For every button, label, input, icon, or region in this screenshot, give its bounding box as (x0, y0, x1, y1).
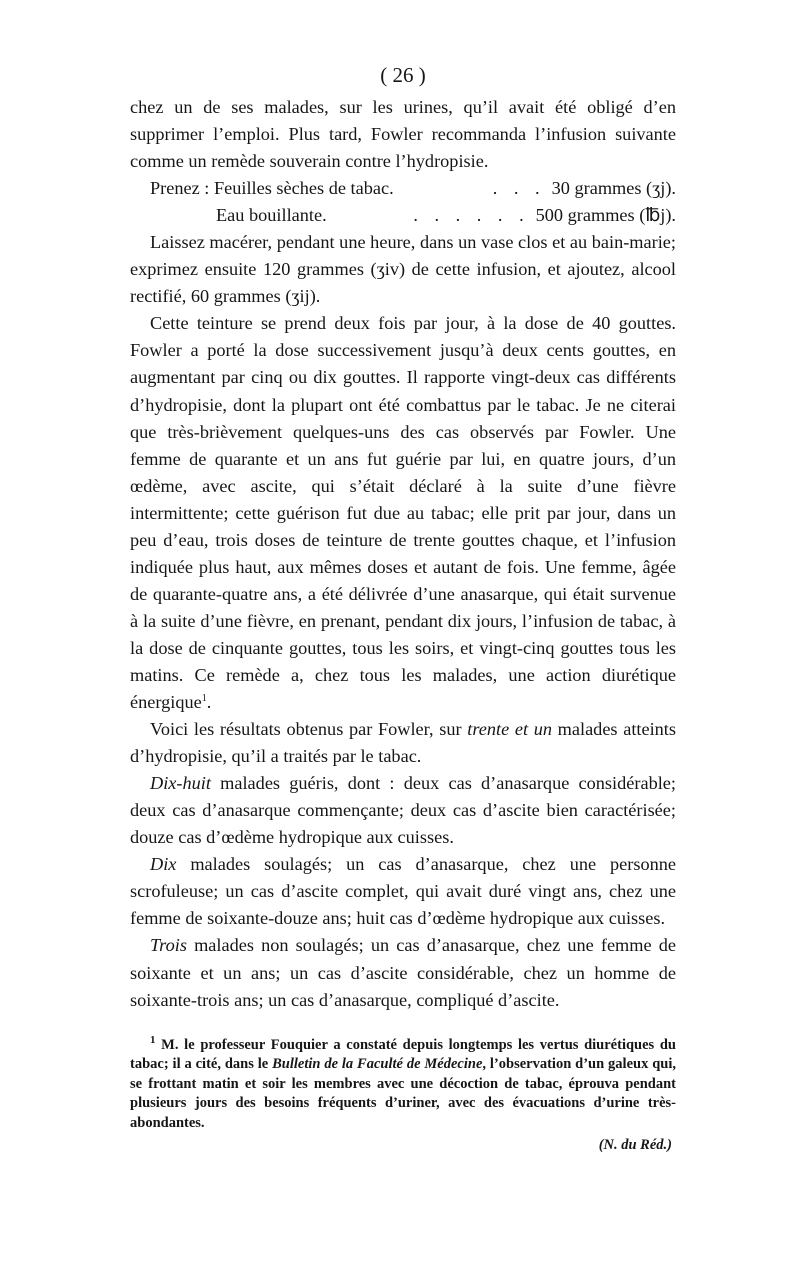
footnote-reference: 1 (201, 692, 207, 704)
paragraph-dix (130, 851, 676, 932)
voici-italic: trente et un (467, 719, 552, 740)
paragraph-teinture: Cette teinture se prend deux fois par jour, à la dose de 40 gouttes. Fowler a porté la dose successivement jusqu’à deux cents gouttes, en augmentant par cinq ou dix gouttes. Il rapporte vingt-deux cas différents d’hydropisie, dont la plupart ont été combattus par le tabac. Je ne citerai que très-brièvement quelques-uns des cas observés par Fowler. Une femme de quarante et un ans fut guérie par lui, en quatre jours, d’un œdème, avec ascite, qui s’était déclaré à la suite d’une fièvre intermittente; cette guérison fut due au tabac; elle prit par jour, dans un peu d’eau, trois doses de teinture de trente gouttes chaque, et l’infusion indiquée plus haut, aux mêmes doses et autant de fois. Une femme, âgée de quarante-quatre ans, a été délivrée d’une anasarque, qui était survenue à la suite d’une fièvre, en prenant, pendant dix jours, l’infusion de tabac, à la dose de cinquante gouttes, tous les soirs, et vingt-cinq gouttes tous les matins. Ce remède a, chez tous les malades, une action diurétique énergique$^1$. (130, 313, 676, 713)
footnote (130, 1033, 676, 1134)
recipe-label: Eau bouillante. (216, 205, 327, 226)
voici-before: Voici les résultats obtenus par Fowler, sur (150, 719, 468, 740)
trois-italic: Trois (150, 935, 187, 956)
paragraph-laissez: Laissez macérer, pendant une heure, dans un vase clos et au bain-marie; exprimez ensuite 120 grammes (ʒiv) de cette infusion, et ajoutez, alcool rectifié, 60 grammes (ʒij). (130, 232, 676, 307)
dix-huit-text: malades guéris, dont : deux cas d’anasarque considérable; deux cas d’anasarque commençante; deux cas d’ascite bien caractérisée; douze cas d’œdème hydropique aux cuisses. (130, 773, 676, 848)
paragraph-intro: chez un de ses malades, sur les urines, qu’il avait été obligé d’en supprimer l’emploi. Plus tard, Fowler recommanda l’infusion suivante comme un remède souverain contre l’hydropisie. (130, 97, 676, 172)
paragraph-voici (130, 716, 676, 770)
voici-after: malades atteints d’hydropisie, qu’il a traités par le tabac. (130, 719, 677, 767)
paragraph-teinture-text: Cette teinture se prend deux fois par jour, à la dose de 40 gouttes. Fowler a porté la dose successivement jusqu’à deux cents gouttes, en augmentant par cinq ou dix gouttes. Il rapporte vingt-deux cas différents d’hydropisie, dont la plupart ont été combattus par le tabac. Je ne citerai que très-brièvement quelques-uns des cas observés par Fowler. Une femme de quarante et un ans fut guérie par lui, en quatre jours, d’un œdème, avec ascite, qui s’était déclaré à la suite d’une fièvre intermittente; cette guérison fut due au tabac; elle prit par jour, dans un peu d’eau, trois doses de teinture de trente gouttes chaque, et l’infusion indiquée plus haut, aux mêmes doses et autant de fois. Une femme, âgée de quarante-quatre ans, a été délivrée d’une anasarque, qui était survenue à la suite d’une fièvre, en prenant, pendant dix jours, l’infusion de tabac, à la dose de cinquante gouttes, tous les soirs, et vingt-cinq gouttes tous les matins. Ce remède a, chez tous les malades, une action diurétique énergique (130, 313, 676, 713)
recipe-line-eau (130, 202, 676, 229)
footnote-mark: 1 (150, 1033, 156, 1046)
paragraph-dix-huit (130, 770, 676, 851)
trois-text: malades non soulagés; un cas d’anasarque, chez une femme de soixante et un ans; un cas d’ascite considérable, chez un homme de soixante-trois ans; un cas d’anasarque, compliqué d’ascite. (130, 935, 676, 1010)
recipe-amount: 30 grammes (ʒj). (551, 178, 676, 199)
dix-text: malades soulagés; un cas d’anasarque, chez une personne scrofuleuse; un cas d’ascite complet, qui avait duré vingt ans, chez une femme de soixante-douze ans; huit cas d’œdème hydropique aux cuisses. (130, 854, 676, 929)
recipe-amount: 500 grammes (℔j). (535, 205, 676, 226)
recipe-dots: . . . (492, 178, 546, 199)
footnote-before: M. le professeur Fouquier a constaté depuis longtemps les vertus diurétiques du tabac; il a cité, dans le (130, 1036, 676, 1073)
dix-huit-italic: Dix-huit (150, 773, 211, 794)
recipe-line-tabac (130, 175, 676, 202)
recipe-dots: . . . . . . (413, 205, 530, 226)
footnote-after: , l’observation d’un galeux qui, se frottant matin et soir les membres avec une décoction de tabac, éprouva pendant plusieurs jours des besoins fréquents d’uriner, avec des évacuations d’urine très-abondantes. (130, 1056, 676, 1131)
paragraph-trois (130, 932, 676, 1013)
footnote-signature: (N. du Réd.) (598, 1137, 672, 1154)
page (130, 62, 676, 1156)
dix-italic: Dix (150, 854, 177, 875)
recipe-label: Prenez : Feuilles sèches de tabac. (150, 178, 394, 199)
page-number: ( 26 ) (380, 63, 426, 87)
body-text (130, 94, 676, 1014)
footnote-italic: Bulletin de la Faculté de Médecine (272, 1056, 483, 1073)
